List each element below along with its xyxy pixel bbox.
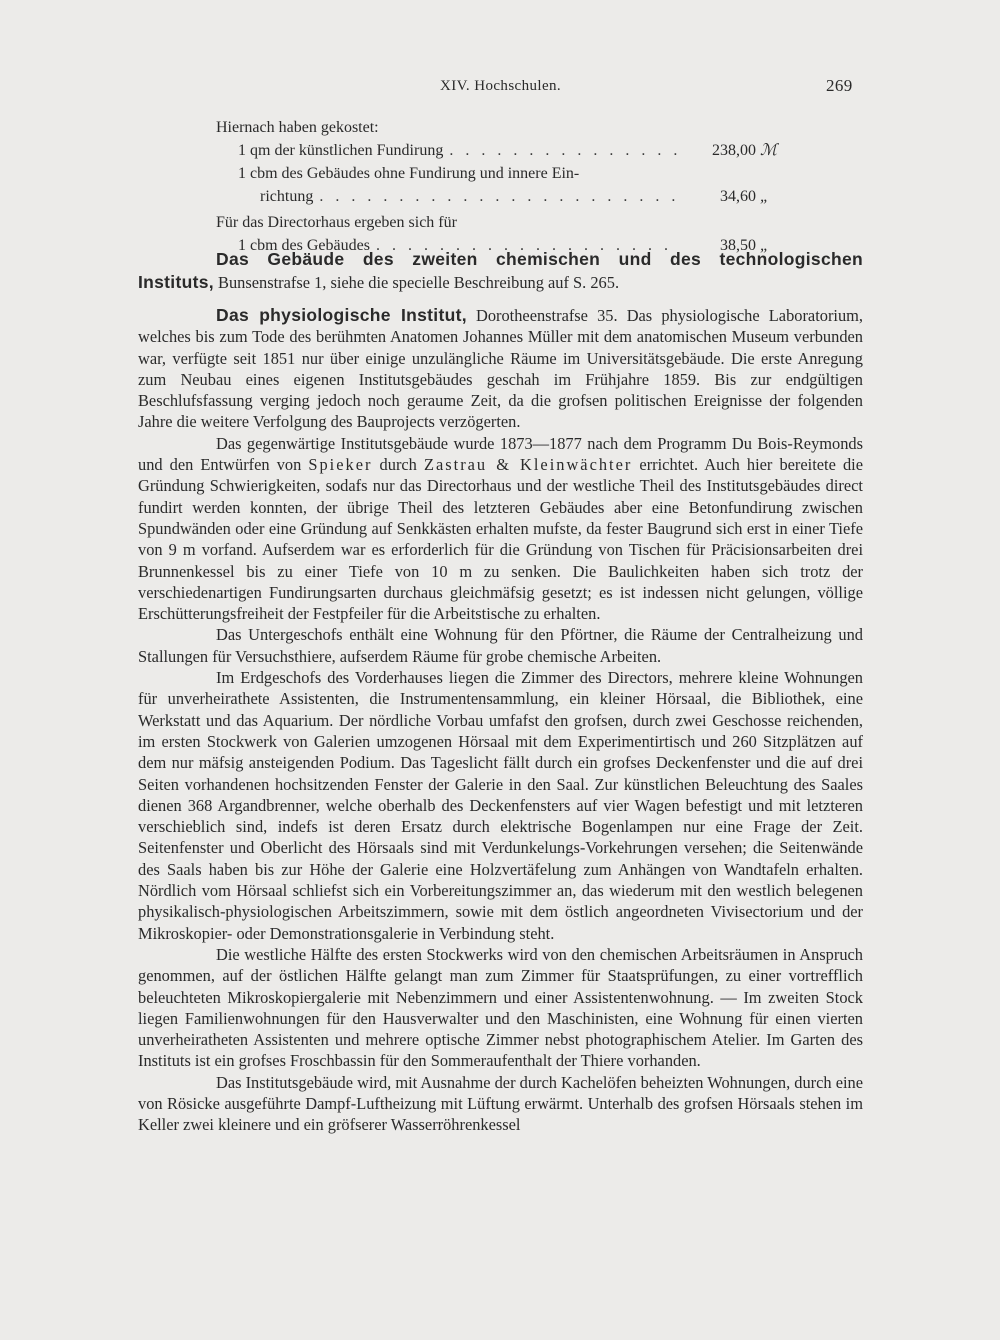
section-chemical-institute: [138, 248, 863, 294]
paragraph: [138, 433, 863, 625]
cost-label: richtung: [260, 188, 314, 205]
paragraph: [138, 305, 863, 433]
cost-unit: ℳ: [760, 142, 778, 159]
paragraph: Das Untergeschofs enthält eine Wohnung für den Pförtner, die Räume der Centralheizung und Stallungen für Versuchsthiere, aufserdem Räume für grobe chemische Arbeiten.: [138, 625, 863, 666]
section-heading: Das Gebäude des zweiten chemischen und des technologischen Instituts,: [138, 249, 863, 292]
leader-dots: [449, 139, 680, 162]
paragraph: Im Erdgeschofs des Vorderhauses liegen die Zimmer des Directors, mehrere kleine Wohnungen für unverheirathete Assistenten, die Instrumentensammlung, ein kleiner Hörsaal, die Bibliothek, eine Werkstatt und das Aquarium. Der nördliche Vorbau umfafst den grofsen, durch zwei Geschosse reichenden, im ersten Stockwerk von Galerien umzogenen Hörsaal mit dem Experimentirtisch und 260 Sitzplätzen auf dem nur mäfsig ansteigenden Podium. Das Tageslicht fällt durch ein grofses Deckenfenster und die auf drei Seiten vorhandenen hochsitzenden Fenster der Galerie in den Saal. Zur künstlichen Beleuchtung des Saales dienen 368 Argandbrenner, welche oberhalb des Deckenfensters auf vier Wagen befestigt und mit letzteren verschieblich sind, indefs ist deren Ersatz durch elektrische Bogenlampen nur eine Frage der Zeit. Seitenfenster und Oberlicht des Hörsaals sind mit Verdunkelungs-Vorkehrungen versehen; die Seitenwände des Saals haben bis zur Höhe der Galerie eine Holzvertäfelung zum Anhängen von Wandtafeln erhalten. Nördlich vom Hörsaal schliefst sich ein Vorbereitungszimmer an, das wiederum mit den westlich belegenen physikalisch-physiologischen Arbeitszimmern, sowie mit dem östlich angeordneten Vivisectorium und der Mikroskopier- oder Demonstrationsgalerie in Verbindung steht.: [138, 668, 863, 943]
cost-label: 1 cbm des Gebäudes: [238, 237, 370, 254]
cost-label: 1 qm der künstlichen Fundirung: [238, 142, 444, 159]
cost-row-label-line: [216, 162, 776, 185]
section-heading: Das physiologische Institut,: [216, 305, 467, 325]
paragraph-text: Dorotheenstrafse 35. Das physiologische Laboratorium, welches bis zum Tode des berühmten Anatomen Johannes Müller mit dem anatomischen Museum verbunden war, verfügte seit 1851 nur über einige unzulängliche Räume im Universitätsgebäude. Die erste Anregung zum Neubau eines eigenen Institutsgebäudes geschah im Frühjahre 1859. Bis zur endgültigen Beschlufsfassung verging jedoch noch geraume Zeit, da die grofsen politischen Ereignisse der folgenden Jahre die weitere Verfolgung des Bauprojects verzögerten.: [138, 306, 863, 432]
running-title: XIV. Hochschulen.: [440, 78, 562, 94]
cost-value: 238,00: [712, 142, 756, 159]
page-number: 269: [826, 76, 853, 95]
cost-unit: „: [760, 188, 769, 205]
cost-row: [216, 185, 776, 208]
architect-name: Spieker: [308, 455, 373, 475]
section-physiological-institute: [138, 305, 863, 1136]
cost-unit: „: [760, 237, 769, 254]
paragraph-text: errichtet. Auch hier bereitete die Gründung Schwierigkeiten, sodafs nur das Directorhaus und der westliche Theil des Institutsgebäudes direct fundirt werden konnten, der übrige Theil des letzteren Gebäudes aber eine Betonfundirung zwischen Spundwänden oder eine Gründung auf Senkkästen erhalten mufste, da fester Baugrund sich erst in einer Tiefe von 9 m vorfand. Aufserdem war es erforderlich für die Gründung von Tischen für Präcisionsarbeiten drei Brunnenkessel bis zu einer Tiefe von 10 m zu senken. Die Baulichkeiten haben sich trotz der verschiedenartigen Fundirungsarten durchaus gleichmäfsig gesetzt; es ist indessen nicht gelungen, völlige Erschütterungsfreiheit der Festpfeiler für die Arbeitstische zu erhalten.: [138, 455, 863, 624]
section-text: Bunsenstrafse 1, siehe die specielle Beschreibung auf S. 265.: [218, 273, 620, 292]
paragraph: Das Institutsgebäude wird, mit Ausnahme der durch Kachelöfen beheizten Wohnungen, durch eine von Rösicke ausgeführte Dampf-Luftheizung mit Lüftung erwärmt. Unterhalb des grofsen Hörsaals stehen im Keller zwei kleinere und ein gröfserer Wasserröhrenkessel: [138, 1072, 863, 1135]
cost-row: [216, 139, 776, 162]
architect-name: Zastrau & Kleinwächter: [423, 455, 633, 475]
leader-dots: [319, 185, 680, 208]
cost-intro: Hiernach haben gekostet:: [216, 119, 379, 136]
cost-table: [216, 116, 776, 257]
director-intro: Für das Directorhaus ergeben sich für: [216, 214, 457, 231]
paragraph-text: Das gegenwärtige Institutsgebäude wurde 1873—1877 nach dem Programm Du Bois-Reymonds und den Entwürfen von: [138, 433, 863, 475]
paragraph: Die westliche Hälfte des ersten Stockwerks wird von den chemischen Arbeitsräumen in Anspruch genommen, auf der östlichen Hälfte gelangt man zum Zimmer für Staatsprüfungen, zu einer vortrefflich beleuchteten Mikroskopiergalerie mit Nebenzimmern und einer Assistentenwohnung. — Im zweiten Stock liegen Familienwohnungen für den Hausverwalter und den Maschinisten, eine Wohnung für einen vierten unverheiratheten Assistenten und mehrere optische Zimmer nebst photographischem Atelier. Im Garten des Instituts ist ein grofses Froschbassin für den Sommeraufenthalt der Thiere vorhanden.: [138, 944, 863, 1071]
cost-label: 1 cbm des Gebäudes ohne Fundirung und innere Ein-: [238, 165, 580, 182]
cost-value: 34,60: [720, 188, 756, 205]
cost-value: 38,50: [720, 237, 756, 254]
paragraph-text: durch: [379, 455, 417, 475]
